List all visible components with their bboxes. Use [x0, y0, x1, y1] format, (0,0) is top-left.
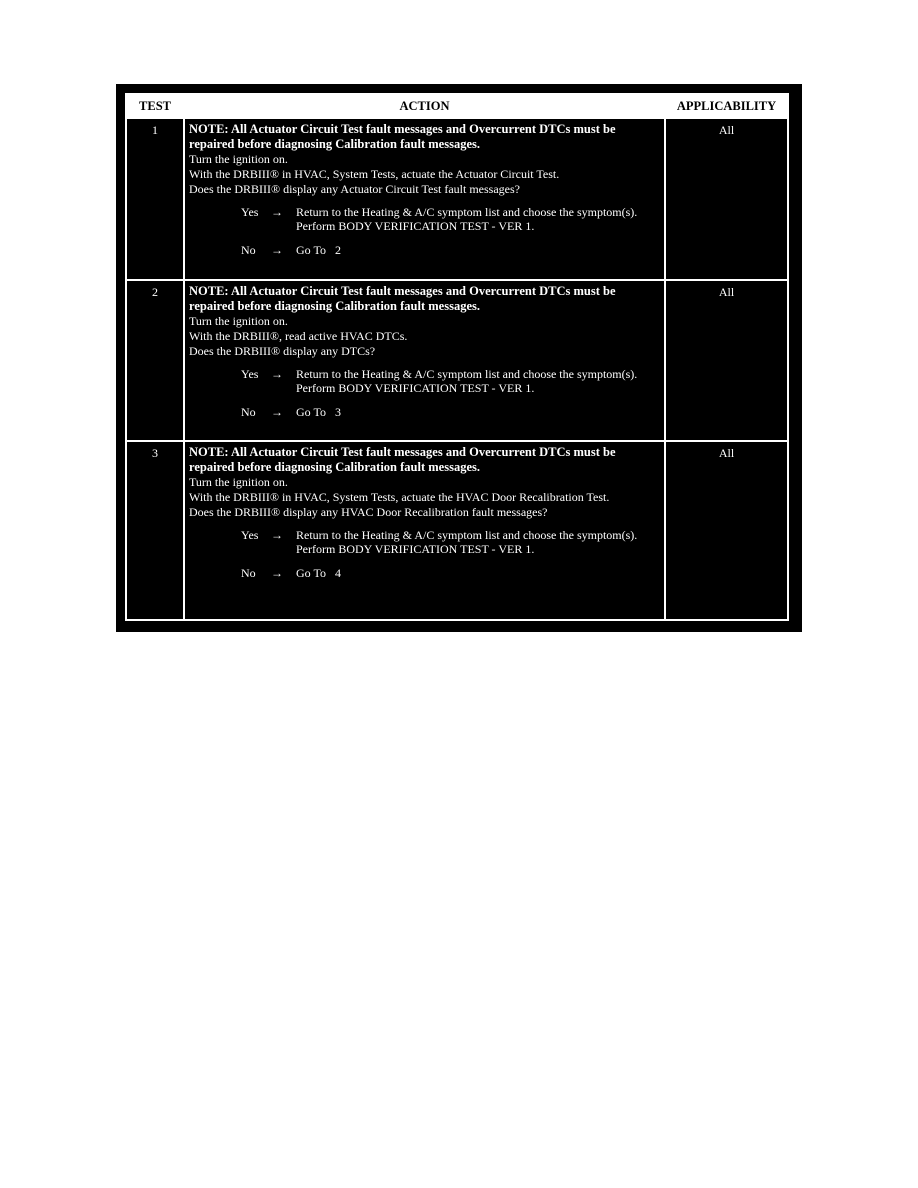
yes-option: [241, 528, 660, 556]
no-option: [241, 243, 660, 257]
step-text: Turn the ignition on.: [189, 152, 288, 166]
yes-label: Yes: [241, 366, 259, 381]
test-number: 3: [126, 441, 184, 620]
yes-text: Return to the Heating & A/C symptom list and choose the symptom(s).: [296, 205, 638, 219]
table-row: [126, 118, 788, 280]
table-row: [126, 280, 788, 441]
no-text: Go To 4: [296, 565, 341, 580]
no-text: Go To 2: [296, 243, 341, 257]
arrow-icon: →: [271, 404, 283, 419]
yes-label: Yes: [241, 527, 259, 542]
step-text: With the DRBIII® in HVAC, System Tests, actuate the HVAC Door Recalibration Test.: [189, 489, 610, 504]
no-label: No: [241, 243, 256, 257]
header-action: ACTION: [184, 94, 665, 118]
yes-text: Return to the Heating & A/C symptom list and choose the symptom(s).: [296, 366, 638, 381]
question-text: Does the DRBIII® display any Actuator Circuit Test fault messages?: [189, 182, 520, 196]
no-label: No: [241, 404, 256, 419]
applicability-value: All: [665, 441, 788, 620]
note-text: NOTE: All Actuator Circuit Test fault messages and Overcurrent DTCs must be repaired before diagnosing Calibration fault messages.: [189, 122, 616, 151]
step-text: Turn the ignition on.: [189, 313, 288, 328]
header-test: TEST: [126, 94, 184, 118]
yes-option: [241, 367, 660, 395]
yes-text-verification: Perform BODY VERIFICATION TEST - VER 1.: [296, 380, 535, 395]
action-cell: [184, 118, 665, 280]
table-header-row: [126, 94, 788, 118]
applicability-value: All: [665, 280, 788, 441]
step-text: Turn the ignition on.: [189, 474, 288, 489]
yes-text: Return to the Heating & A/C symptom list and choose the symptom(s).: [296, 527, 638, 542]
yes-label: Yes: [241, 205, 259, 219]
note-text: NOTE: All Actuator Circuit Test fault messages and Overcurrent DTCs must be repaired before diagnosing Calibration fault messages.: [189, 283, 616, 313]
yes-text-verification: Perform BODY VERIFICATION TEST - VER 1.: [296, 219, 535, 233]
no-text: Go To 3: [296, 404, 341, 419]
diagnostic-table-frame: [116, 84, 802, 632]
diagnostic-table: [125, 93, 789, 621]
test-number: 2: [126, 280, 184, 441]
arrow-icon: →: [271, 243, 283, 257]
arrow-icon: →: [271, 205, 283, 219]
note-text: NOTE: All Actuator Circuit Test fault messages and Overcurrent DTCs must be repaired before diagnosing Calibration fault messages.: [189, 444, 616, 474]
header-applicability: APPLICABILITY: [665, 94, 788, 118]
question-text: Does the DRBIII® display any HVAC Door Recalibration fault messages?: [189, 504, 548, 519]
yes-text-verification: Perform BODY VERIFICATION TEST - VER 1.: [296, 541, 535, 556]
no-option: [241, 405, 660, 419]
arrow-icon: →: [271, 366, 283, 381]
test-number: 1: [126, 118, 184, 280]
arrow-icon: →: [271, 527, 283, 542]
applicability-value: All: [665, 118, 788, 280]
arrow-icon: →: [271, 565, 283, 580]
no-option: [241, 566, 660, 580]
action-cell: [184, 280, 665, 441]
no-label: No: [241, 565, 256, 580]
action-cell: [184, 441, 665, 620]
table-row: [126, 441, 788, 620]
step-text: With the DRBIII® in HVAC, System Tests, actuate the Actuator Circuit Test.: [189, 167, 560, 181]
yes-option: [241, 205, 660, 233]
question-text: Does the DRBIII® display any DTCs?: [189, 343, 376, 358]
step-text: With the DRBIII®, read active HVAC DTCs.: [189, 328, 408, 343]
